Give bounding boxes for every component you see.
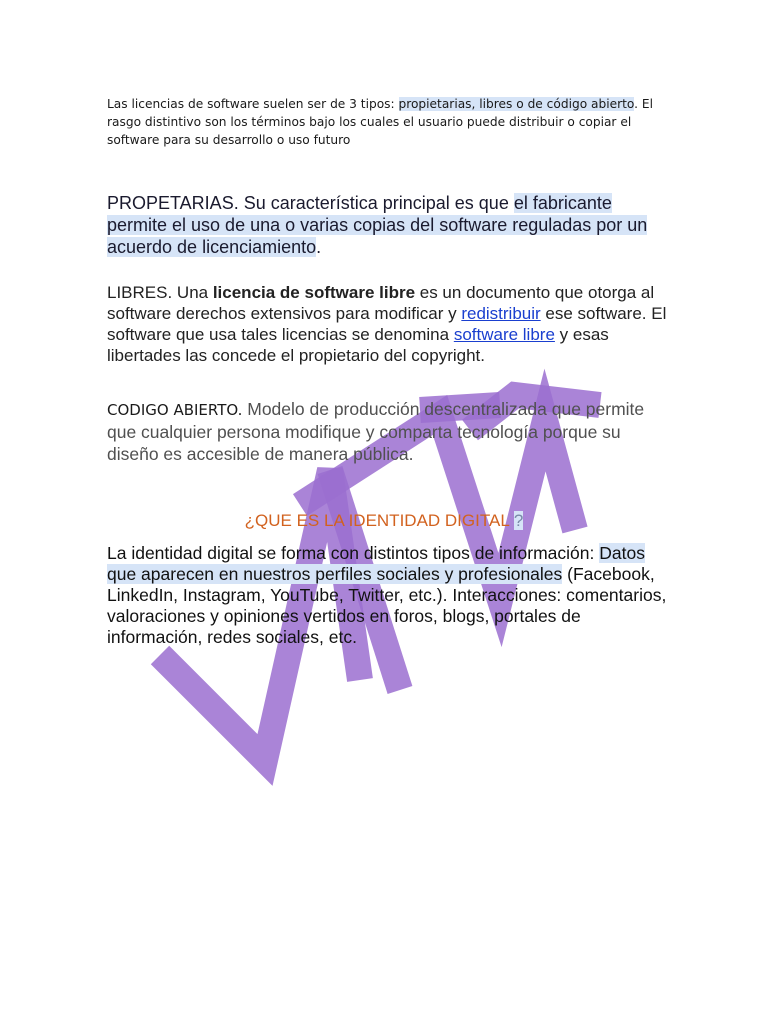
intro-highlight: propietarias, libres o de código abierto: [398, 97, 635, 111]
codigo-text: Modelo de producción descentralizada que permite que cualquier persona modifique y comparta tecnología porque su diseño es accesible de manera pública.: [107, 399, 645, 464]
propietarias-text-before: PROPETARIAS. Su característica principal es que: [107, 193, 514, 213]
libres-tail: y esas libertades las concede el propietario del copyright.: [107, 325, 609, 365]
identidad-text-after: (Facebook, LinkedIn, Instagram, YouTube, Twitter, etc.). Interacciones: comentarios, valoraciones y opiniones vertidos en foros, blogs, portales de información, redes sociales, etc.: [107, 564, 667, 647]
identidad-text-before: La identidad digital se forma con distintos tipos de información:: [107, 543, 600, 563]
libres-mid: es un documento que otorga al software derechos extensivos para modificar y: [107, 283, 655, 323]
libres-mid2: ese software. El software que usa tales licencias se denomina: [107, 304, 667, 344]
intro-text-after: . El rasgo distintivo son los términos bajo los cuales el usuario puede distribuir o copiar el software para su desarrollo o uso futuro: [107, 97, 653, 147]
propietarias-highlight: el fabricante permite el uso de una o varias copias del software reguladas por un acuerdo de licenciamiento: [107, 193, 648, 257]
libres-lead: LIBRES. Una: [107, 283, 213, 302]
heading-question-mark: ?: [513, 511, 524, 530]
libres-bold-term: licencia de software libre: [212, 283, 416, 302]
identidad-heading: [0, 510, 768, 532]
codigo-abierto-paragraph: [107, 398, 667, 465]
codigo-lead: CODIGO ABIERTO.: [107, 401, 243, 419]
identidad-highlight: Datos que aparecen en nuestros perfiles sociales y profesionales: [107, 543, 645, 584]
propietarias-paragraph: [107, 192, 667, 258]
propietarias-text-after: .: [316, 237, 322, 257]
intro-paragraph: [107, 95, 667, 149]
heading-text: ¿QUE ES LA IDENTIDAD DIGITAL: [244, 511, 514, 530]
identidad-paragraph: [107, 543, 667, 648]
redistribuir-link[interactable]: redistribuir: [461, 304, 541, 323]
intro-text-before: Las licencias de software suelen ser de 3 tipos:: [107, 97, 399, 111]
software-libre-link[interactable]: software libre: [453, 325, 555, 344]
libres-paragraph: [107, 282, 667, 366]
